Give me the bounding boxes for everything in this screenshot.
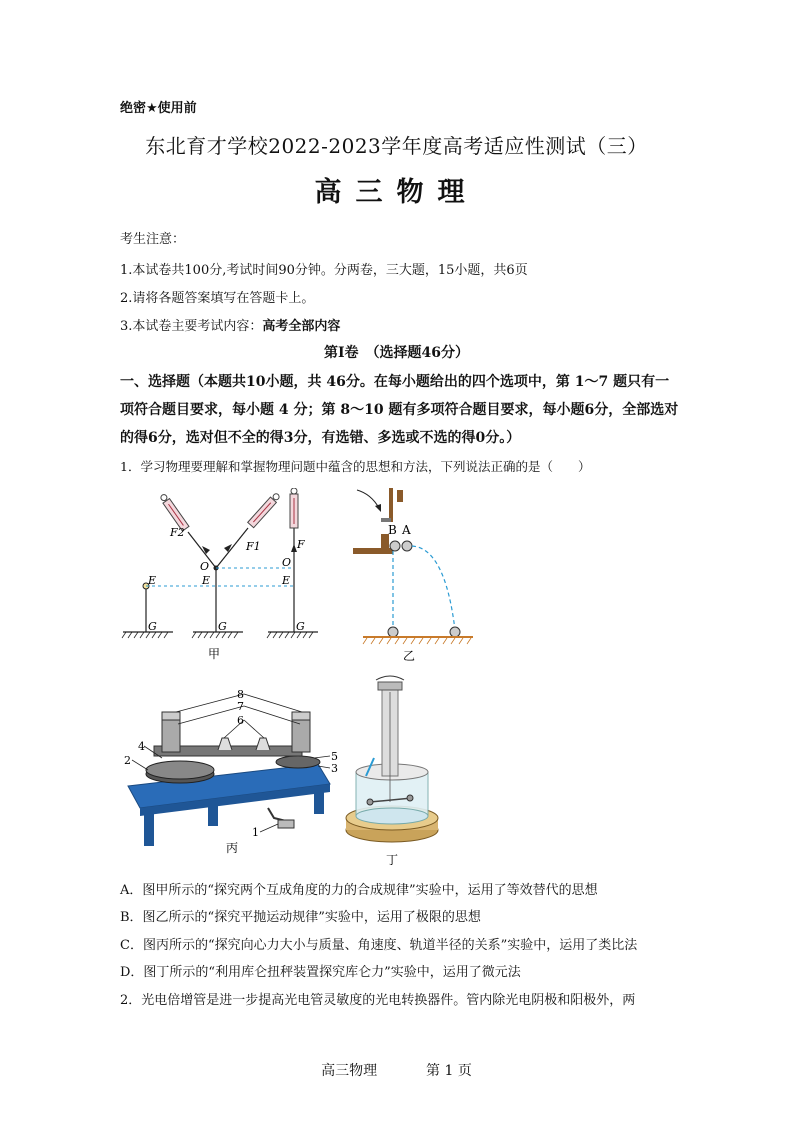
subject-title: 高三物理 bbox=[314, 177, 479, 208]
option-d: D．图丁所示的“利用库仑扭秤装置探究库仑力”实验中，运用了微元法 bbox=[120, 965, 521, 980]
figure-ding bbox=[340, 672, 450, 868]
note-3-text: 3.本试卷主要考试内容： bbox=[120, 319, 263, 334]
section-instructions: 一、选择题（本题共10小题，共 46分。在每小题给出的四个选项中，第 1～7 题只有一项符合题目要求，每小题 4 分；第 8～10 题有多项符合题目要求，每小题6分，全部选对的得6分，选对但不全的得3分，有选错、多选或不选的得0分。） bbox=[120, 374, 679, 446]
label-b: B bbox=[388, 523, 397, 537]
question-2-stem: 2．光电倍增管是进一步提高光电管灵敏度的光电转换器件。管内除光电阴极和阳极外，两 bbox=[120, 993, 636, 1008]
label-g2: G bbox=[218, 620, 227, 633]
figure-ding-caption: 丁 bbox=[386, 853, 399, 867]
label-3: 3 bbox=[331, 762, 338, 775]
label-1: 1 bbox=[252, 826, 259, 839]
figure-jia-caption: 甲 bbox=[208, 647, 221, 661]
figure-jia bbox=[118, 488, 333, 666]
question-1-stem: 1．学习物理要理解和掌握物理问题中蕴含的思想和方法，下列说法正确的是（ ） bbox=[120, 459, 591, 474]
section-heading: 第Ⅰ卷 （选择题46分） bbox=[323, 345, 470, 361]
label-g3: G bbox=[296, 620, 305, 633]
figure-yi-caption: 乙 bbox=[403, 649, 416, 662]
label-e3: E bbox=[282, 574, 291, 587]
notes-heading: 考生注意： bbox=[120, 232, 186, 247]
option-c: C．图丙所示的“探究向心力大小与质量、角速度、轨道半径的关系”实验中，运用了类比法 bbox=[120, 938, 638, 953]
note-1: 1.本试卷共100分,考试时间90分钟。分两卷，三大题，15小题，共6页 bbox=[120, 263, 528, 278]
confidential-mark: 绝密★使用前 bbox=[120, 101, 197, 116]
label-2: 2 bbox=[124, 754, 131, 767]
label-5: 5 bbox=[331, 750, 338, 763]
label-6: 6 bbox=[237, 714, 244, 727]
label-a: A bbox=[402, 523, 411, 537]
note-2: 2.请将各题答案填写在答题卡上。 bbox=[120, 291, 315, 306]
label-4: 4 bbox=[138, 740, 145, 753]
label-e1: E bbox=[148, 574, 157, 587]
figure-yi bbox=[345, 484, 480, 662]
label-o1: O bbox=[200, 560, 210, 573]
footer-page: 第 1 页 bbox=[426, 1063, 472, 1079]
option-b: B．图乙所示的“探究平抛运动规律”实验中，运用了极限的思想 bbox=[120, 910, 481, 925]
figure-bing bbox=[118, 684, 348, 856]
label-e2: E bbox=[202, 574, 211, 587]
label-7: 7 bbox=[237, 700, 244, 713]
label-f2: F2 bbox=[170, 526, 185, 539]
figure-bing-caption: 丙 bbox=[226, 841, 239, 855]
label-f1: F1 bbox=[246, 540, 261, 553]
label-g1: G bbox=[148, 620, 157, 633]
label-8: 8 bbox=[237, 688, 244, 701]
label-o2: O bbox=[282, 556, 292, 569]
page-footer bbox=[0, 1060, 793, 1080]
option-a: A．图甲所示的“探究两个互成角度的力的合成规律”实验中，运用了等效替代的思想 bbox=[120, 883, 598, 898]
label-f: F bbox=[297, 538, 305, 551]
exam-title: 东北育才学校2022-2023学年度高考适应性测试（三） bbox=[145, 134, 648, 158]
note-3-scope: 高考全部内容 bbox=[262, 319, 341, 334]
footer-subject: 高三物理 bbox=[321, 1063, 378, 1079]
note-3 bbox=[120, 315, 340, 334]
